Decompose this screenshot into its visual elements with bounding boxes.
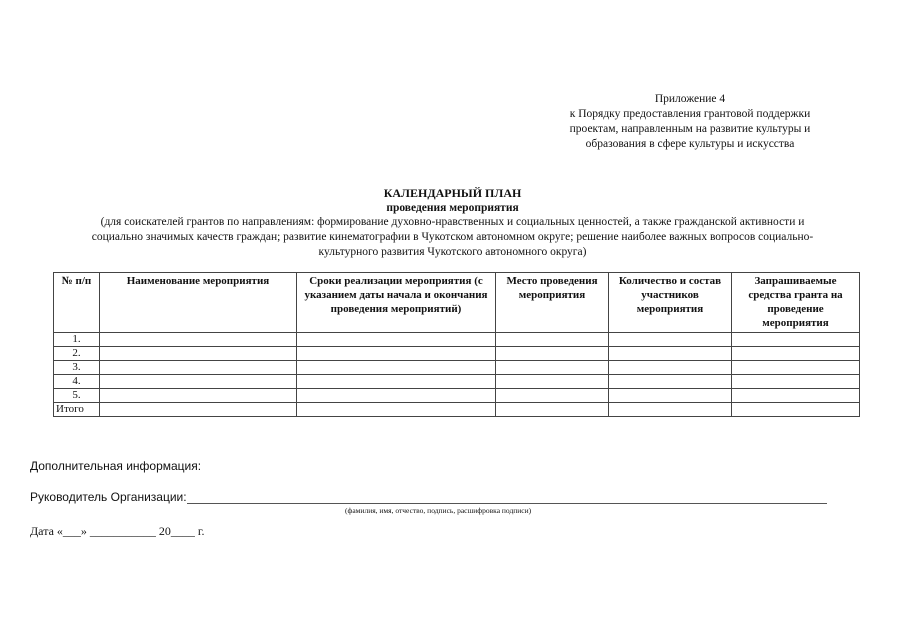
column-header: Запрашиваемые средства гранта на проведение мероприятия	[732, 273, 860, 333]
table-cell[interactable]	[297, 403, 496, 417]
column-header: № п/п	[54, 273, 100, 333]
row-number: 1.	[54, 333, 100, 347]
table-cell[interactable]	[297, 347, 496, 361]
table-cell[interactable]	[297, 375, 496, 389]
table-row	[54, 333, 860, 347]
table-cell[interactable]	[732, 375, 860, 389]
table-cell[interactable]	[496, 333, 609, 347]
table-cell[interactable]	[100, 375, 297, 389]
table-cell[interactable]	[609, 375, 732, 389]
head-of-organization-row	[30, 490, 827, 504]
table-row	[54, 389, 860, 403]
table-cell[interactable]	[609, 347, 732, 361]
table-cell[interactable]	[609, 403, 732, 417]
table-cell[interactable]	[496, 375, 609, 389]
table-total-row	[54, 403, 860, 417]
table-row	[54, 375, 860, 389]
column-header: Наименование мероприятия	[100, 273, 297, 333]
appendix-line: проектам, направленным на развитие культуры и	[569, 123, 811, 135]
table-cell[interactable]	[297, 333, 496, 347]
row-number: 2.	[54, 347, 100, 361]
head-of-organization-label: Руководитель Организации:	[30, 490, 187, 504]
table-cell[interactable]	[732, 333, 860, 347]
table-cell[interactable]	[732, 347, 860, 361]
table-cell[interactable]	[496, 347, 609, 361]
row-number: 4.	[54, 375, 100, 389]
document-title-block	[30, 186, 875, 260]
row-number: 3.	[54, 361, 100, 375]
table-cell[interactable]	[609, 389, 732, 403]
date-line: Дата «___» ___________ 20____ г.	[30, 524, 205, 538]
table-row	[54, 361, 860, 375]
table-cell[interactable]	[100, 361, 297, 375]
signature-hint: (фамилия, имя, отчество, подпись, расшифровка подписи)	[345, 506, 532, 515]
table-row	[54, 347, 860, 361]
document-description: культурного развития Чукотского автономного округа)	[318, 246, 587, 258]
appendix-line: образования в сфере культуры и искусства	[585, 138, 795, 150]
table-cell[interactable]	[732, 403, 860, 417]
table-cell[interactable]	[100, 389, 297, 403]
table-cell[interactable]	[732, 389, 860, 403]
table-cell[interactable]	[297, 389, 496, 403]
document-description: (для соискателей грантов по направлениям: формирование духовно-нравственных и социальных ценностей, а также гражданской активности и	[100, 216, 805, 228]
row-number: 5.	[54, 389, 100, 403]
table-cell[interactable]	[496, 361, 609, 375]
table-cell[interactable]	[609, 361, 732, 375]
table-cell[interactable]	[100, 403, 297, 417]
document-subtitle: проведения мероприятия	[386, 202, 519, 214]
table-cell[interactable]	[496, 403, 609, 417]
appendix-line: к Порядку предоставления грантовой поддержки	[569, 108, 811, 120]
column-header: Место проведения мероприятия	[496, 273, 609, 333]
signature-line[interactable]	[187, 491, 827, 504]
table-cell[interactable]	[732, 361, 860, 375]
table-cell[interactable]	[297, 361, 496, 375]
appendix-line: Приложение 4	[654, 93, 726, 105]
table-cell[interactable]	[100, 347, 297, 361]
column-header: Сроки реализации мероприятия (с указанием даты начала и окончания проведения мероприятий)	[297, 273, 496, 333]
table-header-row	[54, 273, 860, 333]
document-title: КАЛЕНДАРНЫЙ ПЛАН	[383, 186, 522, 200]
table-cell[interactable]	[496, 389, 609, 403]
appendix-note	[520, 92, 860, 152]
table-cell[interactable]	[609, 333, 732, 347]
document-description: социально значимых качеств граждан; развитие кинематографии в Чукотском автономном округе; решение наиболее важных вопросов социально-	[91, 231, 814, 243]
table-cell[interactable]	[100, 333, 297, 347]
column-header: Количество и состав участников мероприятия	[609, 273, 732, 333]
total-label: Итого	[54, 403, 100, 417]
calendar-plan-table	[53, 272, 860, 417]
additional-info-label: Дополнительная информация:	[30, 459, 202, 473]
